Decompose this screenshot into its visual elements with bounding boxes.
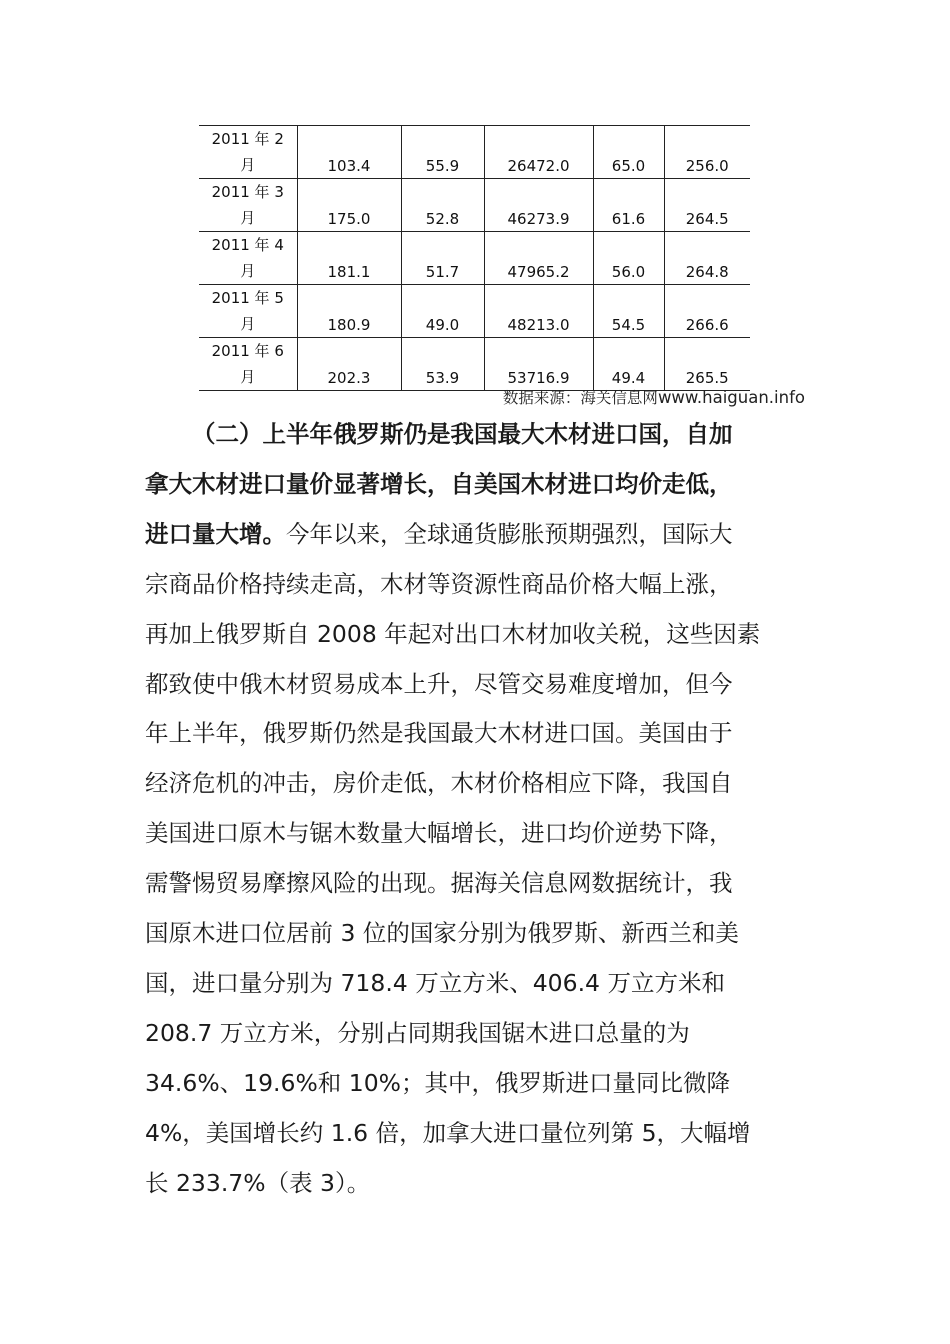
month-cell: [199, 285, 297, 338]
table-cell: 47965.2: [484, 232, 593, 285]
month-suffix: 月: [240, 262, 256, 280]
table-cell: 53.9: [401, 338, 484, 391]
table-cell: 56.0: [593, 232, 664, 285]
month-label: 2011 年 5: [211, 289, 284, 307]
table-cell: 202.3: [297, 338, 401, 391]
table-cell: 46273.9: [484, 179, 593, 232]
table-cell: 65.0: [593, 126, 664, 179]
section-heading-line: 拿大木材进口量价显著增长，自美国木材进口均价走低，: [145, 469, 733, 498]
paragraph-line: 宗商品价格持续走高，木材等资源性商品价格大幅上涨，: [145, 569, 733, 598]
source-label: 数据来源：海关信息网: [502, 389, 658, 407]
table-cell: 264.8: [664, 232, 750, 285]
table-row: [199, 285, 750, 338]
table-cell: 256.0: [664, 126, 750, 179]
table-row: [199, 179, 750, 232]
table-row: [199, 126, 750, 179]
table-cell: 181.1: [297, 232, 401, 285]
month-cell: [199, 232, 297, 285]
paragraph-line: 4%，美国增长约 1.6 倍，加拿大进口量位列第 5，大幅增: [145, 1118, 751, 1147]
paragraph-line: 再加上俄罗斯自 2008 年起对出口木材加收关税，这些因素: [145, 619, 761, 648]
mixed-line: [145, 510, 807, 560]
month-suffix: 月: [240, 156, 256, 174]
month-cell: [199, 338, 297, 391]
table-cell: 175.0: [297, 179, 401, 232]
table-row: [199, 232, 750, 285]
table-cell: 55.9: [401, 126, 484, 179]
data-source-note: [503, 386, 805, 408]
month-label: 2011 年 2: [211, 130, 284, 148]
paragraph-line: 国原木进口位居前 3 位的国家分别为俄罗斯、新西兰和美: [145, 919, 739, 948]
month-suffix: 月: [240, 209, 256, 227]
paragraph-line: 今年以来，全球通货膨胀预期强烈，国际大: [286, 519, 733, 548]
table-cell: 53716.9: [484, 338, 593, 391]
paragraph-line: 经济危机的冲击，房价走低，木材价格相应下降，我国自: [145, 769, 733, 798]
month-cell: [199, 126, 297, 179]
month-suffix: 月: [240, 368, 256, 386]
paragraph-line: 208.7 万立方米，分别占同期我国锯木进口总量的为: [145, 1018, 690, 1047]
month-cell: [199, 179, 297, 232]
section-heading-line: （二）上半年俄罗斯仍是我国最大木材进口国，自加: [192, 420, 733, 448]
paragraph-line: 都致使中俄木材贸易成本上升，尽管交易难度增加，但今: [145, 669, 733, 698]
paragraph-line: 34.6%、19.6%和 10%；其中，俄罗斯进口量同比微降: [145, 1068, 731, 1097]
source-website: www.haiguan.info: [657, 388, 805, 407]
table-cell: 54.5: [593, 285, 664, 338]
table-cell: 52.8: [401, 179, 484, 232]
table-cell: 264.5: [664, 179, 750, 232]
month-label: 2011 年 3: [211, 183, 284, 201]
paragraph-line: 美国进口原木与锯木数量大幅增长，进口均价逆势下降，: [145, 819, 733, 848]
month-label: 2011 年 4: [211, 236, 284, 254]
section-body: [145, 410, 807, 1209]
paragraph-line: 年上半年，俄罗斯仍然是我国最大木材进口国。美国由于: [145, 719, 733, 748]
table-cell: 180.9: [297, 285, 401, 338]
table-cell: 49.4: [593, 338, 664, 391]
table-cell: 266.6: [664, 285, 750, 338]
table-cell: 103.4: [297, 126, 401, 179]
paragraph-line: 需警惕贸易摩擦风险的出现。据海关信息网数据统计，我: [145, 869, 733, 898]
table-cell: 61.6: [593, 179, 664, 232]
table-row: [199, 338, 750, 391]
section-paragraph: [145, 410, 807, 1209]
table-cell: 48213.0: [484, 285, 593, 338]
table-cell: 51.7: [401, 232, 484, 285]
import-data-table: [199, 125, 750, 391]
table-cell: 49.0: [401, 285, 484, 338]
table-cell: 26472.0: [484, 126, 593, 179]
section-heading-line: 进口量大增。: [145, 519, 286, 548]
paragraph-line: 长 233.7%（表 3）。: [145, 1168, 371, 1197]
paragraph-line: 国，进口量分别为 718.4 万立方米、406.4 万立方米和: [145, 968, 725, 997]
table-cell: 265.5: [664, 338, 750, 391]
month-suffix: 月: [240, 315, 256, 333]
month-label: 2011 年 6: [211, 342, 284, 360]
